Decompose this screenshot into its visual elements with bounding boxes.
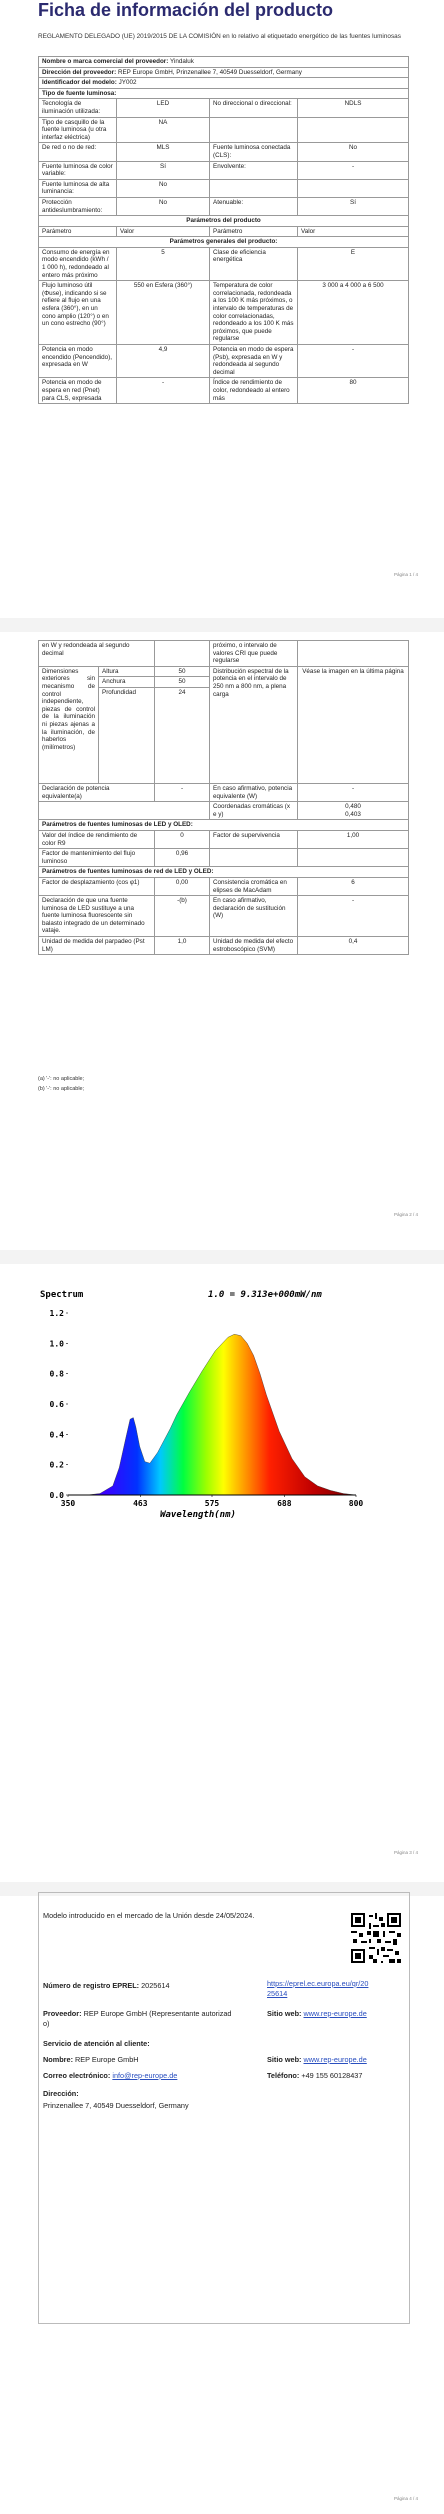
mains-row: Factor de desplazamiento (cos φ1) 0,00 Consistencia cromática en elipses de MacAdam 6 xyxy=(39,877,409,895)
general-row: Flujo luminoso útil (Φuse), indicando si se refiere al flujo en una esfera (360°), en un cono amplio (120°) o en un cono estrecho (90°) 550 en Esfera (360°) Temperatura de color correlacionada, redondeada a los 100 K más próximos, o intervalo de temperaturas de color correlacionadas, redondeado a los 100 K más próximos, que puede regularse 3 000 a 4 000 a 6 500 xyxy=(39,281,409,345)
spectrum-chart xyxy=(38,1285,378,1525)
dimensions-row: Dimensiones exteriores sin mecanismo de control independiente, piezas de control de la iluminación ni piezas ajenas a la iluminación, de haberlos (milímetros) Altura 50 Distribución espectral de la potencia en el intervalo de 250 nm a 800 nm, a plena carga Véase la imagen en la última página xyxy=(39,666,409,677)
general-row: Potencia en modo encendido (Pencendido), expresada en W 4,9 Potencia en modo de espera (Psb), expresada en W y redondeada al segundo decimal - xyxy=(39,345,409,378)
y-tick-label: 0.6 xyxy=(49,1400,64,1409)
dimensions-row: Profundidad 24 xyxy=(39,687,409,783)
general-row: Consumo de energía en modo encendido (kWh / 1 000 h), redondeado al entero más próximo 5 Clase de eficiencia energética E xyxy=(39,247,409,280)
general-row: Potencia en modo de espera en red (Pnet) para CLS, expresada - Índice de rendimiento de color, redondeado al entero más 80 xyxy=(39,378,409,404)
eprel-registration: Número de registro EPREL: 2025614 xyxy=(43,1981,170,1990)
x-axis-label: Wavelength(nm) xyxy=(160,1510,236,1520)
dimensions-row: Anchura 50 xyxy=(39,677,409,688)
chromaticity-row: Coordenadas cromáticas (x e y) 0,480 0,403 xyxy=(39,802,409,820)
regulation-subtitle: REGLAMENTO DELEGADO (UE) 2019/2015 DE LA COMISIÓN en lo relativo al etiquetado energético de las fuentes luminosas xyxy=(38,33,401,40)
y-tick-label: 1.0 xyxy=(49,1339,64,1349)
product-info-table xyxy=(38,56,409,404)
provider-website-link[interactable]: www.rep-europe.de xyxy=(303,2009,367,2018)
y-axis-ticks xyxy=(50,1309,68,1500)
page-2 xyxy=(0,632,444,1250)
service-website: Sitio web: www.rep-europe.de xyxy=(267,2055,367,2064)
footnotes xyxy=(38,1074,84,1094)
equivalent-row: Declaración de potencia equivalente(a) - En caso afirmativo, potencia equivalente (W) - xyxy=(39,783,409,801)
led-header: Parámetros de fuentes luminosas de LED y OLED: xyxy=(39,820,409,831)
x-tick-label: 800 xyxy=(348,1499,364,1508)
x-axis-ticks xyxy=(61,1495,364,1508)
y-axis-label: Spectrum xyxy=(40,1290,84,1300)
general-header: Parámetros generales del producto: xyxy=(39,237,409,248)
service-email: Correo electrónico: info@rep-europe.de xyxy=(43,2071,178,2080)
y-tick-label: 0.2 xyxy=(49,1460,64,1470)
chart-title: 1.0 = 9.313e+000mW/nm xyxy=(208,1290,322,1300)
mains-row: Unidad de medida del parpadeo (Pst LM) 1,0 Unidad de medida del efecto estroboscópico (SVM) 0,4 xyxy=(39,937,409,955)
product-info-table-continued xyxy=(38,640,409,955)
y-tick-label: 0.4 xyxy=(49,1430,64,1440)
service-address-label: Dirección: xyxy=(43,2089,79,2098)
mains-header: Parámetros de fuentes luminosas de red de LED y OLED: xyxy=(39,867,409,878)
x-tick-label: 463 xyxy=(133,1499,148,1508)
service-address: Prinzenallee 7, 40549 Duesseldorf, Germany xyxy=(43,2101,189,2110)
type-row: De red o no de red: MLS Fuente luminosa conectada (CLS): No xyxy=(39,143,409,161)
led-row: Valor del índice de rendimiento de color R9 0 Factor de supervivencia 1,00 xyxy=(39,830,409,848)
page-number: Página 4 / 4 xyxy=(393,2496,418,2501)
type-row: Protección antideslumbramiento: No Atenuable: Sí xyxy=(39,197,409,215)
page-number: Página 1 / 4 xyxy=(393,572,418,577)
service-website-link[interactable]: www.rep-europe.de xyxy=(303,2055,367,2064)
eprel-link[interactable]: https://eprel.ec.europa.eu/qr/20 25614 xyxy=(267,1979,369,1998)
footnote-a: (a) '-': no aplicable; xyxy=(38,1076,85,1082)
column-header-row: Parámetro Valor Parámetro Valor xyxy=(39,226,409,237)
y-tick-label: 0.8 xyxy=(49,1369,64,1379)
provider-info: Proveedor: REP Europe GmbH (Representante autorizad o) xyxy=(43,2009,232,2028)
service-name: Nombre: REP Europe GmbH xyxy=(43,2055,139,2064)
eprel-info-box xyxy=(38,1892,410,2324)
mains-row: Declaración de que una fuente luminosa de LED sustituye a una fuente luminosa fluorescente sin balasto integrado de un determinado vataje. -(b) En caso afirmativo, declaración de sustitución (W) - xyxy=(39,896,409,937)
footnote-b: (b) '-': no aplicable; xyxy=(38,1086,85,1092)
type-row: Tipo de casquillo de la fuente luminosa (u otra interfaz eléctrica) NA xyxy=(39,117,409,143)
page-number: Página 2 / 4 xyxy=(393,1212,418,1217)
led-row: Factor de mantenimiento del flujo luminoso 0,96 xyxy=(39,849,409,867)
type-row: Tecnología de iluminación utilizada: LED No direccional o direccional: NDLS xyxy=(39,99,409,117)
x-tick-label: 575 xyxy=(204,1499,220,1508)
page-1 xyxy=(0,0,444,618)
y-tick-label: 1.2 xyxy=(49,1309,64,1318)
market-intro: Modelo introducido en el mercado de la Unión desde 24/05/2024. xyxy=(43,1911,255,1920)
page-number: Página 3 / 4 xyxy=(393,1850,418,1855)
supplier-row: Nombre o marca comercial del proveedor: Yindaluk xyxy=(39,57,409,68)
address-row: Dirección del proveedor: REP Europe GmbH, Prinzenallee 7, 40549 Duesseldorf, Germany xyxy=(39,67,409,78)
qr-code-icon[interactable] xyxy=(351,1913,401,1963)
spectrum-area xyxy=(68,1334,356,1495)
x-tick-label: 350 xyxy=(60,1499,76,1508)
provider-website: Sitio web: www.rep-europe.de xyxy=(267,2009,367,2018)
service-header: Servicio de atención al cliente: xyxy=(43,2039,150,2048)
type-row: Fuente luminosa de alta luminancia: No xyxy=(39,179,409,197)
model-row: Identificador del modelo: JY002 xyxy=(39,78,409,89)
y-tick-label: 0.0 xyxy=(49,1491,64,1500)
service-email-link[interactable]: info@rep-europe.de xyxy=(112,2071,178,2080)
service-phone: Teléfono: +49 155 60128437 xyxy=(267,2071,363,2080)
params-header: Parámetros del producto xyxy=(39,216,409,227)
x-tick-label: 688 xyxy=(277,1499,292,1508)
continued-row: en W y redondeada al segundo decimal próximo, o intervalo de valores CRI que puede regularse xyxy=(39,641,409,667)
page-title: Ficha de información del producto xyxy=(38,0,334,20)
type-header: Tipo de fuente luminosa: xyxy=(39,88,409,99)
type-row: Fuente luminosa de color variable: Sí Envolvente: - xyxy=(39,161,409,179)
